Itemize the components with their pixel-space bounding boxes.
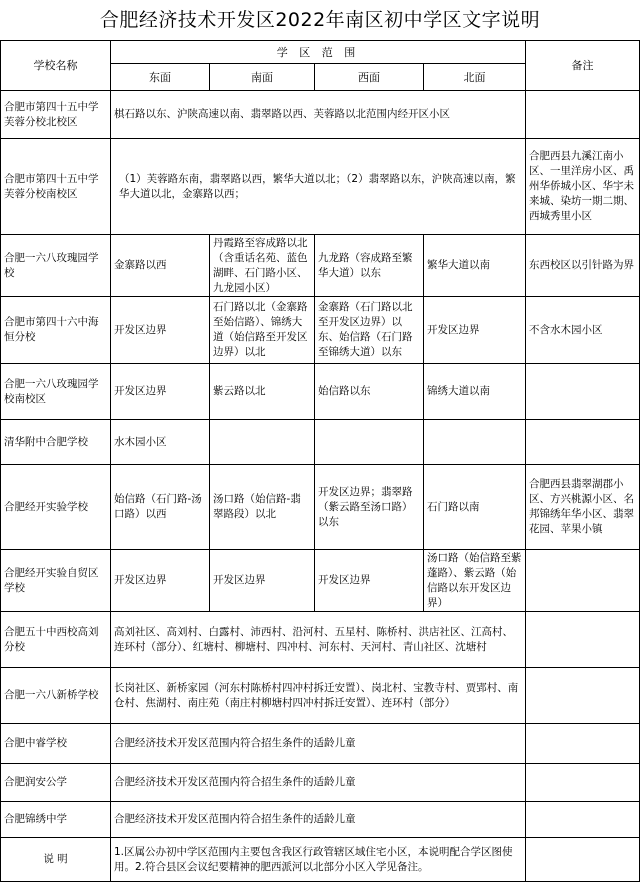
east-cell: 开发区边界 xyxy=(111,550,210,612)
east-cell: 水木园小区 xyxy=(111,420,210,465)
school-name: 合肥中睿学校 xyxy=(1,724,111,764)
south-cell: 开发区边界 xyxy=(210,550,315,612)
west-cell: 金寨路（石门路以北至开发区边界）以东、始信路（石门路至锦绣大道）以东 xyxy=(315,297,424,364)
footer-label: 说 明 xyxy=(1,838,111,882)
range-cell: （1）芙蓉路东南，翡翠路以西，繁华大道以北；（2）翡翠路以东，沪陕高速以南，繁华大道以北，金寨路以西； xyxy=(111,139,526,235)
table-row xyxy=(1,764,640,802)
south-cell: 紫云路以北 xyxy=(210,364,315,420)
west-cell: 开发区边界；翡翠路（紫云路至汤口路）以东 xyxy=(315,465,424,550)
school-name: 清华附中合肥学校 xyxy=(1,420,111,465)
east-cell: 开发区边界 xyxy=(111,297,210,364)
east-cell: 金寨路以西 xyxy=(111,235,210,297)
west-cell: 开发区边界 xyxy=(315,550,424,612)
north-header: 北面 xyxy=(424,64,526,91)
note-cell xyxy=(526,550,640,612)
note-cell xyxy=(526,420,640,465)
table-row xyxy=(1,91,640,139)
school-name: 合肥锦绣中学 xyxy=(1,802,111,838)
south-header: 南面 xyxy=(210,64,315,91)
school-name: 合肥润安公学 xyxy=(1,764,111,802)
south-cell xyxy=(210,420,315,465)
table-row xyxy=(1,465,640,550)
school-name: 合肥五十中西校高刘分校 xyxy=(1,612,111,668)
table-row xyxy=(1,420,640,465)
school-name: 合肥市第四十六中海恒分校 xyxy=(1,297,111,364)
table-row xyxy=(1,235,640,297)
note-cell: 合肥西县九溪江南小区、一里洋房小区、禹州华侨城小区、华宇未来城、染坊一期二期、西城秀里小区 xyxy=(526,139,640,235)
note-cell xyxy=(526,724,640,764)
table-row xyxy=(1,297,640,364)
footer-row xyxy=(1,838,640,882)
school-name: 合肥一六八玫瑰园学校 xyxy=(1,235,111,297)
range-cell: 棋石路以东、沪陕高速以南、翡翠路以西、芙蓉路以北范围内经开区小区 xyxy=(111,91,526,139)
range-cell: 长岗社区、新桥家园（河东村陈桥村四冲村拆迁安置）、岗北村、宝教寺村、贾郢村、南仓村、焦湖村、南庄苑（南庄村柳塘村四冲村拆迁安置）、连环村（部分） xyxy=(111,668,526,724)
page-title: 合肥经济技术开发区2022年南区初中学区文字说明 xyxy=(99,9,541,31)
table-row xyxy=(1,612,640,668)
note-cell xyxy=(526,802,640,838)
south-cell: 石门路以北（金寨路至始信路）、锦绣大道（始信路至开发区边界）以北 xyxy=(210,297,315,364)
east-cell: 始信路（石门路-汤口路）以西 xyxy=(111,465,210,550)
note-cell xyxy=(526,668,640,724)
note-cell xyxy=(526,91,640,139)
school-name: 合肥经开实验自贸区学校 xyxy=(1,550,111,612)
header-row xyxy=(1,41,640,64)
north-cell: 汤口路（始信路至紫蓬路）、紫云路（始信路以东开发区边界） xyxy=(424,550,526,612)
south-cell: 丹霞路至容成路以北（含重话名苑、蓝色湖畔、石门路小区、九龙园小区） xyxy=(210,235,315,297)
range-cell: 高刘社区、高刘村、白露村、沛西村、沿河村、五星村、陈桥村、洪店社区、江高村、连环村（部分）、红塘村、柳塘村、四冲村、河东村、天河村、青山社区、沈塘村 xyxy=(111,612,526,668)
school-name: 合肥市第四十五中学芙蓉分校南校区 xyxy=(1,139,111,235)
south-cell: 汤口路（始信路-翡翠路段）以北 xyxy=(210,465,315,550)
north-cell xyxy=(424,420,526,465)
table-row xyxy=(1,364,640,420)
west-cell: 始信路以东 xyxy=(315,364,424,420)
note-cell: 不含水木园小区 xyxy=(526,297,640,364)
note-cell: 东西校区以引针路为界 xyxy=(526,235,640,297)
note-header: 备注 xyxy=(526,41,640,91)
west-cell: 九龙路（容成路至繁华大道）以东 xyxy=(315,235,424,297)
north-cell: 石门路以南 xyxy=(424,465,526,550)
table-row xyxy=(1,550,640,612)
west-cell xyxy=(315,420,424,465)
range-cell: 合肥经济技术开发区范围内符合招生条件的适龄儿童 xyxy=(111,764,526,802)
range-cell: 合肥经济技术开发区范围内符合招生条件的适龄儿童 xyxy=(111,802,526,838)
note-cell xyxy=(526,364,640,420)
footer-text: 1.区属公办初中学区范围内主要包含我区行政管辖区域住宅小区，本说明配合学区图使用。2.符合县区会议纪要精神的肥西派河以北部分小区入学见备注。 xyxy=(111,838,526,882)
table-row xyxy=(1,139,640,235)
school-name-header: 学校名称 xyxy=(1,41,111,91)
school-name: 合肥市第四十五中学芙蓉分校北校区 xyxy=(1,91,111,139)
district-table xyxy=(0,40,640,882)
range-cell: 合肥经济技术开发区范围内符合招生条件的适龄儿童 xyxy=(111,724,526,764)
north-cell: 锦绣大道以南 xyxy=(424,364,526,420)
note-cell xyxy=(526,764,640,802)
note-cell: 合肥西县翡翠湖郡小区、方兴桃源小区、名邦锦绣年华小区、翡翠花园、苹果小镇 xyxy=(526,465,640,550)
school-name: 合肥一六八玫瑰园学校南校区 xyxy=(1,364,111,420)
school-name: 合肥一六八新桥学校 xyxy=(1,668,111,724)
table-row xyxy=(1,724,640,764)
range-header: 学 区 范 围 xyxy=(111,41,526,64)
north-cell: 繁华大道以南 xyxy=(424,235,526,297)
east-header: 东面 xyxy=(111,64,210,91)
east-cell: 开发区边界 xyxy=(111,364,210,420)
table-row xyxy=(1,802,640,838)
west-header: 西面 xyxy=(315,64,424,91)
north-cell: 开发区边界 xyxy=(424,297,526,364)
note-cell xyxy=(526,612,640,668)
table-row xyxy=(1,668,640,724)
school-name: 合肥经开实验学校 xyxy=(1,465,111,550)
footer-note-cell xyxy=(526,838,640,882)
